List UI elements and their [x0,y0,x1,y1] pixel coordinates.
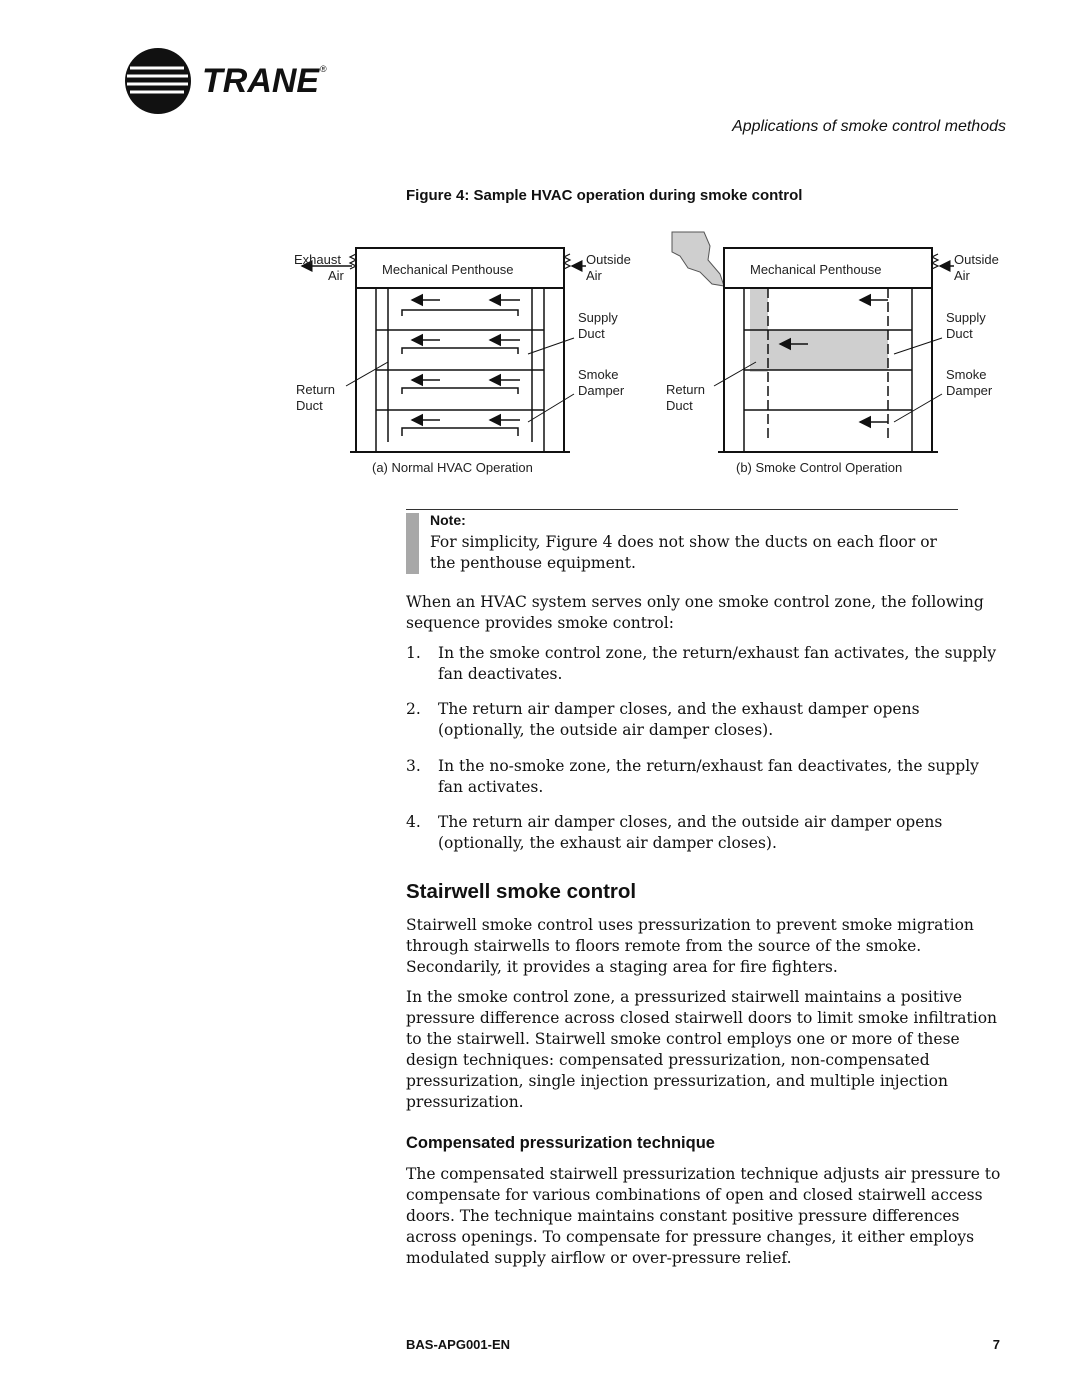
panel-b-outside-label-2: Air [954,268,970,283]
note-bar [406,513,419,574]
panel-b-smoke-label-2: Damper [946,383,993,398]
compensated-heading: Compensated pressurization technique [406,1134,715,1152]
panel-a-outside-label-1: Outside [586,252,631,267]
hvac-figure [280,226,1040,486]
step-text: The return air damper closes, and the exhaust damper opens (optionally, the outside air damper closes). [438,700,920,739]
note-text: For simplicity, Figure 4 does not show the ducts on each floor or the penthouse equipment. [430,533,937,572]
panel-b-diagram [672,232,954,452]
step-number: 4. [406,813,421,831]
intro-paragraph: When an HVAC system serves only one smoke control zone, the following sequence provides smoke control: [406,593,984,632]
panel-a-supply-label-1: Supply [578,310,618,325]
panel-a-exhaust-label-1: Exhaust [294,252,341,267]
stairwell-paragraph-1: Stairwell smoke control uses pressurization to prevent smoke migration through stairwells to floors remote from the source of the smoke. Secondarily, it provides a staging area for fire fighters. [406,916,974,976]
panel-a-exhaust-label-2: Air [328,268,344,283]
step-number: 2. [406,700,421,718]
panel-a-diagram [302,248,586,452]
stairwell-heading: Stairwell smoke control [406,880,637,903]
figure-caption: Figure 4: Sample HVAC operation during smoke control [406,187,803,204]
panel-a-caption: (a) Normal HVAC Operation [372,460,533,475]
note-label: Note: [430,512,466,528]
panel-a-smoke-label-1: Smoke [578,367,619,382]
panel-b-outside-label-1: Outside [954,252,999,267]
section-header: Applications of smoke control methods [732,118,1006,135]
panel-a-outside-label-2: Air [586,268,602,283]
panel-a-smoke-label-2: Damper [578,383,625,398]
panel-a-supply-label-2: Duct [578,326,605,341]
registered-mark: ® [320,64,327,74]
stairwell-paragraph-2: In the smoke control zone, a pressurized stairwell maintains a positive pressure difference across closed stairwell doors to limit smoke infiltration to the stairwell. Stairwell smoke control employs one or more of these design techniques: compensated pressurization, non-compensated pressurization, single injection pressurization, and multiple injection pressurization. [406,988,998,1111]
panel-b-supply-label-1: Supply [946,310,986,325]
page-number: 7 [992,1337,1000,1352]
step-text: In the smoke control zone, the return/exhaust fan activates, the supply fan deactivates. [438,644,997,683]
compensated-paragraph: The compensated stairwell pressurization technique adjusts air pressure to compensate for various combinations of open and closed stairwell access doors. The technique maintains constant positive pressure differences across openings. To compensate for pressure changes, it either employs modulated supply airflow or over-pressure relief. [406,1165,1001,1267]
step-number: 1. [406,644,421,662]
panel-b-return-label-1: Return [666,382,706,397]
note-divider [406,509,958,510]
panel-a-return-label-2: Duct [296,398,323,413]
panel-b-supply-label-2: Duct [946,326,973,341]
panel-a-return-label-1: Return [296,382,336,397]
panel-b-return-label-2: Duct [666,398,693,413]
logo-wordmark: TRANE [202,62,320,100]
step-number: 3. [406,757,421,775]
trane-logo [124,46,334,116]
panel-a-penthouse-label: Mechanical Penthouse [382,262,514,277]
panel-b-caption: (b) Smoke Control Operation [736,460,903,475]
panel-b-smoke-label-1: Smoke [946,367,987,382]
step-text: In the no-smoke zone, the return/exhaust fan deactivates, the supply fan activates. [438,757,979,796]
doc-id: BAS-APG001-EN [406,1337,511,1352]
step-text: The return air damper closes, and the outside air damper opens (optionally, the exhaust air damper closes). [438,813,943,852]
panel-b-penthouse-label: Mechanical Penthouse [750,262,882,277]
